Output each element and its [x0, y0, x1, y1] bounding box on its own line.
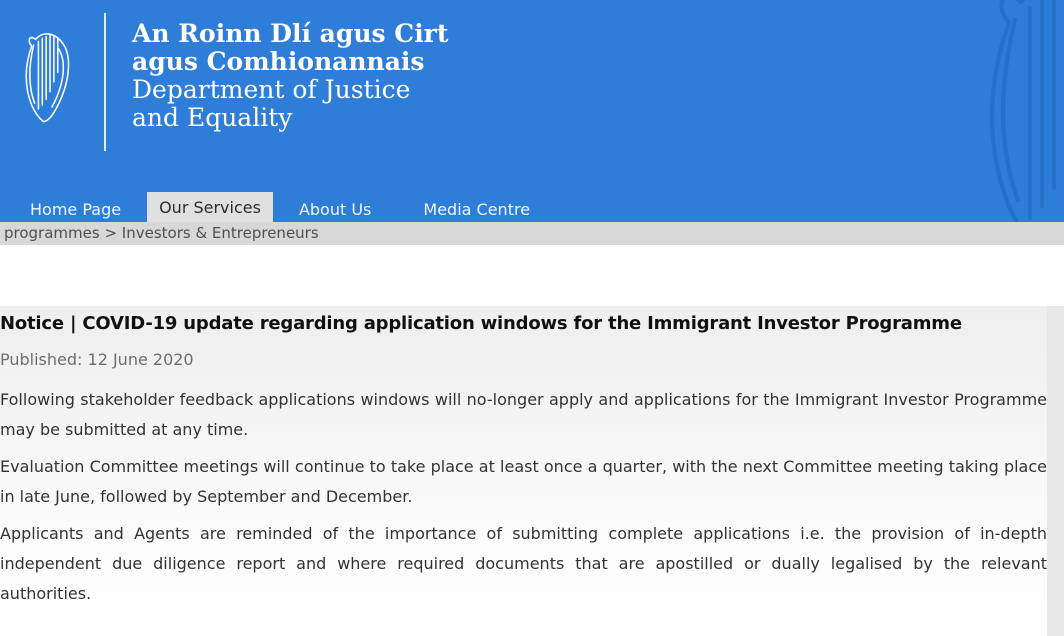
- nav-item-our-services[interactable]: Our Services: [147, 192, 273, 222]
- nav-item-media-centre[interactable]: Media Centre: [423, 200, 531, 219]
- nav-item-home-page[interactable]: Home Page: [30, 200, 122, 219]
- article-paragraph-2: Evaluation Committee meetings will continue to take place at least once a quarter, with the next Committee meeting taking place in late June, followed by September and December.: [0, 457, 1047, 506]
- dept-name-irish-line2: agus Comhionannais: [132, 47, 425, 76]
- main-nav: [0, 197, 1064, 222]
- article-paragraph-1: Following stakeholder feedback applications windows will no-longer apply and applications for the Immigrant Investor Programme may be submitted at any time.: [0, 390, 1047, 439]
- breadcrumb[interactable]: programmes > Investors & Entrepreneurs: [0, 222, 1064, 245]
- right-margin-strip: [1047, 306, 1064, 636]
- site-header: [0, 0, 1064, 222]
- dept-name-irish-line1: An Roinn Dlí agus Cirt: [132, 19, 449, 48]
- department-name: [132, 20, 448, 132]
- dept-name-english-line2: and Equality: [132, 103, 293, 132]
- article-title: Notice | COVID-19 update regarding application windows for the Immigrant Investor Programme: [0, 313, 962, 334]
- nav-item-about-us[interactable]: About Us: [298, 200, 372, 219]
- article-paragraph-3: Applicants and Agents are reminded of the importance of submitting complete applications i.e. the provision of in-depth independent due diligence report and where required documents that are apostilled or dually legalised by the relevant authorities.: [0, 524, 1047, 603]
- dept-name-english-line1: Department of Justice: [132, 75, 411, 104]
- published-date: Published: 12 June 2020: [0, 350, 194, 369]
- content-gap: [0, 245, 1064, 306]
- header-divider: [104, 13, 106, 151]
- department-banner: [0, 0, 1064, 197]
- harp-logo-icon: [22, 24, 80, 134]
- notice-article: [0, 306, 1064, 636]
